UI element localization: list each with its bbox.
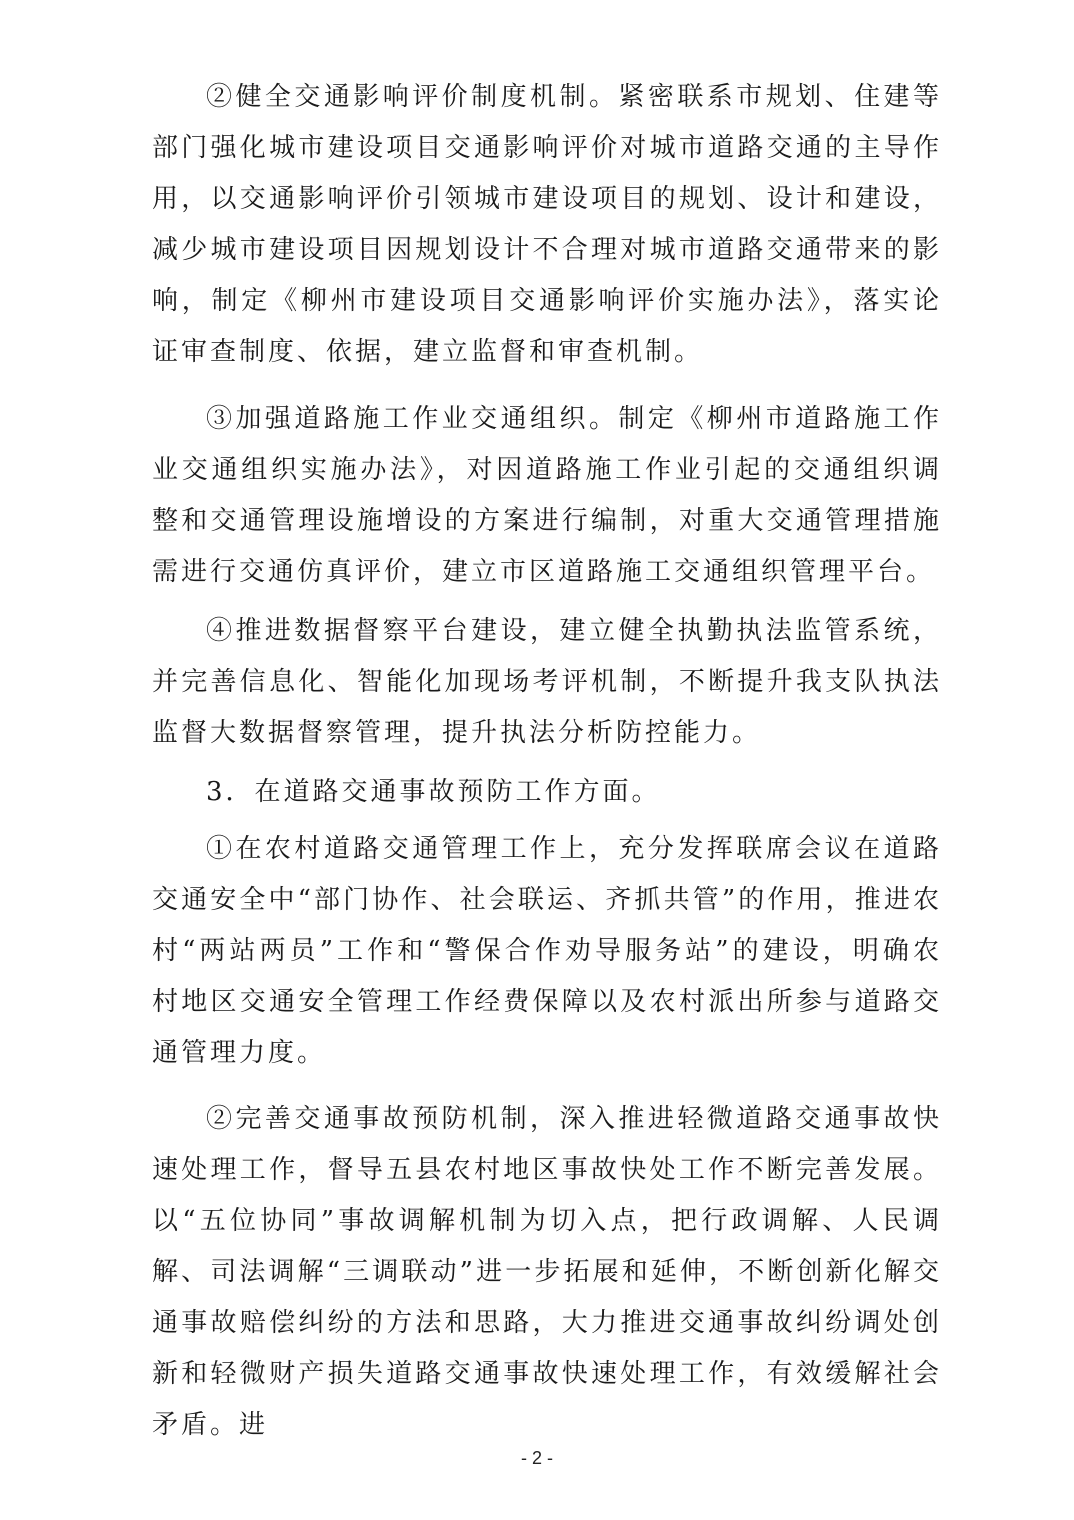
section-heading-accident-prevention: 3．在道路交通事故预防工作方面。 (206, 777, 661, 807)
paragraph-road-construction-organization: ③加强道路施工作业交通组织。制定《柳州市道路施工作业交通组织实施办法》，对因道路施工作业引起的交通组织调整和交通管理设施增设的方案进行编制，对重大交通管理措施需进行交通仿真评价，建立市区道路施工交通组织管理平台。 (152, 404, 942, 587)
page-number: - 2 - (520, 1448, 553, 1468)
paragraph-rural-road-management: ①在农村道路交通管理工作上，充分发挥联席会议在道路交通安全中“部门协作、社会联运、齐抓共管”的作用，推进农村“两站两员”工作和“警保合作劝导服务站”的建设，明确农村地区交通安全管理工作经费保障以及农村派出所参与道路交通管理力度。 (152, 834, 942, 1068)
paragraph-accident-prevention-mechanism: ②完善交通事故预防机制，深入推进轻微道路交通事故快速处理工作，督导五县农村地区事故快处工作不断完善发展。以“五位协同”事故调解机制为切入点，把行政调解、人民调解、司法调解“三调联动”进一步拓展和延伸，不断创新化解交通事故赔偿纠纷的方法和思路，大力推进交通事故纠纷调处创新和轻微财产损失道路交通事故快速处理工作，有效缓解社会矛盾。进 (152, 1104, 942, 1440)
paragraph-data-supervision-platform: ④推进数据督察平台建设，建立健全执勤执法监管系统，并完善信息化、智能化加现场考评机制，不断提升我支队执法监督大数据督察管理，提升执法分析防控能力。 (152, 616, 942, 748)
paragraph-traffic-impact-assessment: ②健全交通影响评价制度机制。紧密联系市规划、住建等部门强化城市建设项目交通影响评价对城市道路交通的主导作用，以交通影响评价引领城市建设项目的规划、设计和建设，减少城市建设项目因规划设计不合理对城市道路交通带来的影响，制定《柳州市建设项目交通影响评价实施办法》，落实论证审查制度、依据，建立监督和审查机制。 (152, 82, 942, 367)
